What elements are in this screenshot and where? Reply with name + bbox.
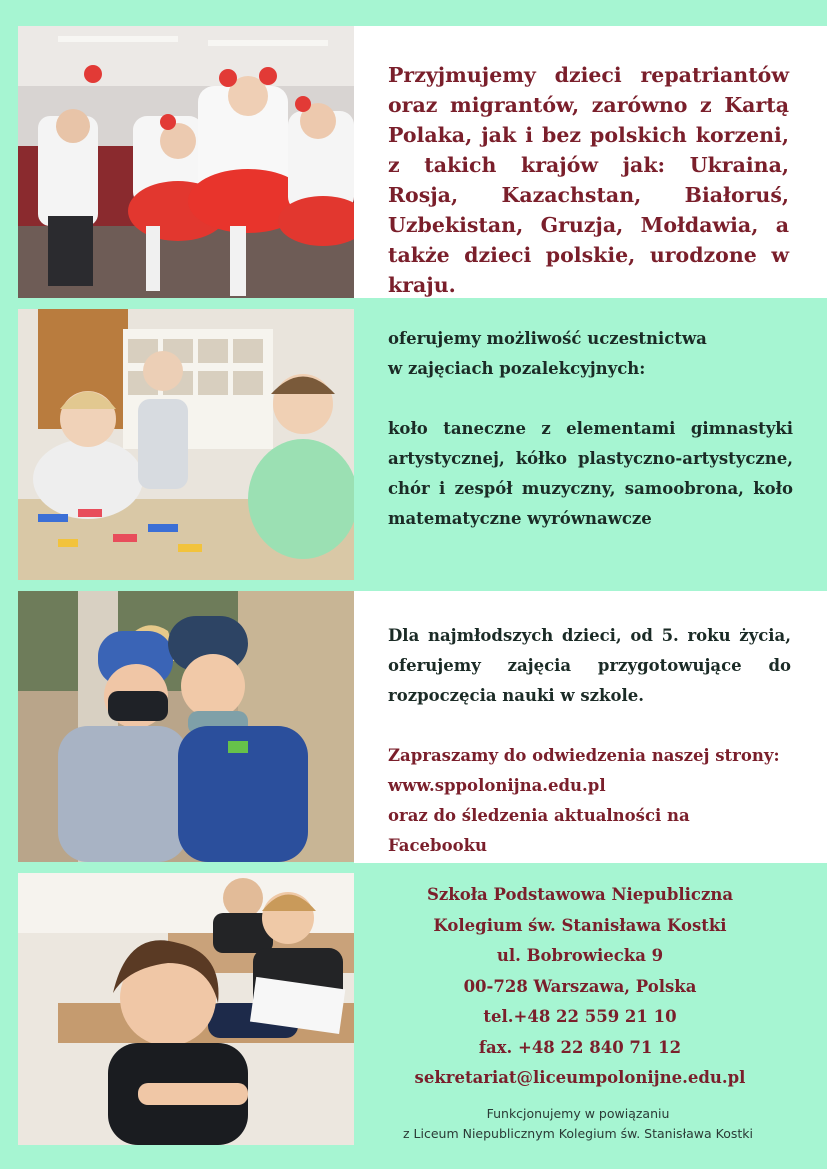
street-address: ul. Bobrowiecka 9: [496, 946, 664, 965]
footnote: [368, 1104, 788, 1144]
extracurricular-intro-line1: oferujemy możliwość uczestnictwa: [388, 329, 707, 348]
extracurricular-section: [388, 324, 793, 534]
fax-number: fax. +48 22 840 71 12: [478, 1037, 682, 1057]
intro-panel: [354, 26, 827, 298]
intro-text: Przyjmujemy dzieci repatriantów oraz migrantów, zarówno z Kartą Polaka, jak i bez polskich korzeni, z takich krajów jak: Ukraina, Rosja, Kazachstan, Białoruś, Uzbekistan, Gruzja, Mołdawia, a także dzieci polskie, urodzone w kraju.: [388, 63, 789, 297]
youngest-children-text: Dla najmłodszych dzieci, od 5. roku życia, oferujemy zajęcia przygotowujące do rozpoczęcia nauki w szkole.: [388, 626, 791, 705]
email-address[interactable]: sekretariat@liceumpolonijne.edu.pl: [414, 1068, 746, 1087]
photo-boys-outdoors: [18, 591, 354, 862]
school-name: Szkoła Podstawowa Niepubliczna: [426, 885, 734, 904]
photo-students-desks: [18, 873, 354, 1145]
photo-children-classroom: [18, 309, 354, 580]
website-link[interactable]: www.sppolonijna.edu.pl: [388, 776, 606, 795]
footnote-line2: z Liceum Niepublicznym Kolegium św. Stanisława Kostki: [403, 1126, 753, 1141]
photo-children-folk-costumes: [18, 26, 354, 298]
phone-number[interactable]: tel.+48 22 559 21 10: [483, 1007, 677, 1026]
city-address: 00-728 Warszawa, Polska: [463, 976, 697, 996]
college-name: Kolegium św. Stanisława Kostki: [433, 915, 727, 935]
extracurricular-intro-line2: w zajęciach pozalekcyjnych:: [388, 359, 646, 378]
contact-block: [378, 880, 782, 1094]
invite-text: Zapraszamy do odwiedzenia naszej strony:: [388, 746, 780, 765]
extracurricular-activities: koło taneczne z elementami gimnastyki artystycznej, kółko plastyczno-artystyczne, chór i zespół muzyczny, samoobrona, koło matematyczne wyrównawcze: [388, 419, 793, 528]
info-panel: [354, 591, 827, 863]
footnote-line1: Funkcjonujemy w powiązaniu: [486, 1106, 670, 1121]
facebook-text: oraz do śledzenia aktualności na Facebooku: [388, 806, 690, 855]
